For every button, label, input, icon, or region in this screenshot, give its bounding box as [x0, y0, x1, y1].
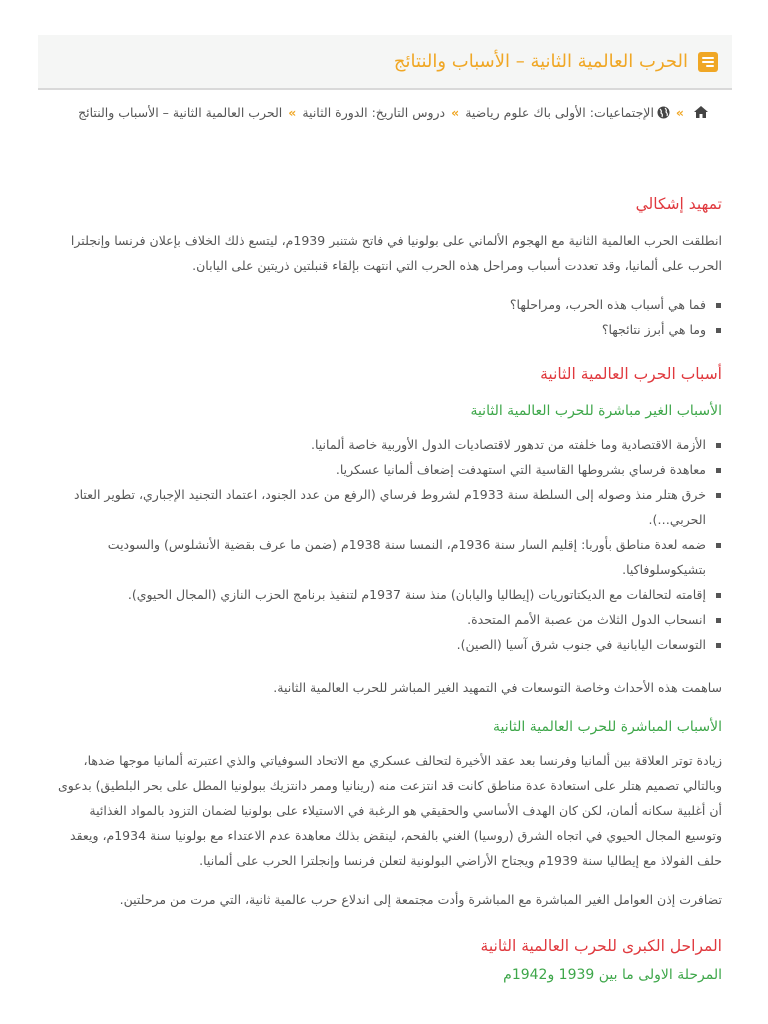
list-item: التوسعات اليابانية في جنوب شرق آسيا (الصين). [52, 632, 706, 657]
indirect-causes-list [52, 432, 722, 657]
breadcrumb-item-section[interactable]: الإجتماعيات: الأولى باك علوم رياضية [465, 105, 654, 120]
document-icon [698, 52, 718, 72]
direct-causes-heading: الأسباب المباشرة للحرب العالمية الثانية [493, 719, 722, 735]
causes-heading: أسباب الحرب العالمية الثانية [540, 365, 722, 383]
breadcrumb-separator: » [675, 105, 684, 120]
article-content [52, 190, 722, 996]
direct-causes-paragraph: زيادة توتر العلاقة بين ألمانيا وفرنسا بعد عقد الأخيرة لتحالف عسكري مع الاتحاد السوفياتي والذي اعتبرته ألمانيا موجها ضدها، وبالتالي تصميم هتلر على استعادة عدة مناطق كانت قد انتزعت منه (رينانيا وممر دانتزيك ببولونيا المطل على بحر البلطيق) بدعوى أن أغلبية سكانه ألمان، لكن كان الهدف الأساسي والحقيقي هو الرغبة في الاستيلاء على بولونيا لضمان التزود بالمواد الغذائية وتوسيع المجال الحيوي في اتجاه الشرق (روسيا) الغني بالفحم، لينقض بذلك معاهدة عدم الاعتداء مع بولونيا سنة 1934م، ويعقد حلف الفولاذ مع إيطاليا سنة 1939م ويجتاح الأراضي البولونية لتعلن فرنسا وإنجلترا الحرب على ألمانيا. [57, 753, 722, 868]
causes-conclusion: تضافرت إذن العوامل الغير المباشرة مع المباشرة وأدت مجتمعة إلى اندلاع حرب عالمية ثانية، التي مرت من مرحلتين. [119, 892, 722, 907]
list-item: الأزمة الاقتصادية وما خلفته من تدهور لاقتصاديات الدول الأوربية خاصة ألمانيا. [52, 432, 706, 457]
list-item: ضمه لعدة مناطق بأوربا: إقليم السار سنة 1936م، النمسا سنة 1938م (ضمن ما عرف بقضية الأنشلوس) والسوديت بتشيكوسلوفاكيا. [52, 532, 706, 582]
indirect-causes-heading: الأسباب الغير مباشرة للحرب العالمية الثانية [470, 403, 722, 419]
breadcrumb [48, 100, 708, 125]
list-item: فما هي أسباب هذه الحرب، ومراحلها؟ [52, 292, 706, 317]
page-title: الحرب العالمية الثانية – الأسباب والنتائج [393, 51, 688, 72]
list-item: معاهدة فرساي بشروطها القاسية التي استهدفت إضعاف ألمانيا عسكريا. [52, 457, 706, 482]
intro-heading: تمهيد إشكالي [635, 195, 722, 213]
page-title-bar [38, 35, 732, 90]
list-item: إقامته لتحالفات مع الديكتاتوريات (إيطاليا واليابان) منذ سنة 1937م لتنفيذ برنامج الحزب النازي (المجال الحيوي). [52, 582, 706, 607]
list-item: انسحاب الدول الثلاث من عصبة الأمم المتحدة. [52, 607, 706, 632]
breadcrumb-item-current: الحرب العالمية الثانية – الأسباب والنتائج [78, 105, 283, 120]
breadcrumb-item-category[interactable]: دروس التاريخ: الدورة الثانية [302, 105, 446, 120]
phases-heading: المراحل الكبرى للحرب العالمية الثانية [480, 937, 722, 955]
breadcrumb-separator: » [288, 105, 297, 120]
list-item: وما هي أبرز نتائجها؟ [52, 317, 706, 342]
breadcrumb-separator: » [451, 105, 460, 120]
intro-paragraph: انطلقت الحرب العالمية الثانية مع الهجوم الألماني على بولونيا في فاتح شتنبر 1939م، ليتسع ذلك الخلاف بإعلان فرنسا وإنجلترا الحرب على ألمانيا، وقد تعددت أسباب ومراحل هذه الحرب التي انتهت بإلقاء قنبلتين ذريتين على اليابان. [70, 233, 722, 273]
home-icon[interactable] [694, 106, 708, 118]
intro-questions-list [52, 292, 722, 342]
phase1-heading: المرحلة الاولى ما بين 1939 و1942م [503, 967, 722, 983]
list-item: خرق هتلر منذ وصوله إلى السلطة سنة 1933م لشروط فرساي (الرفع من عدد الجنود، اعتماد التجنيد الإجباري، تطوير العتاد الحربي…). [52, 482, 706, 532]
indirect-causes-summary: ساهمت هذه الأحداث وخاصة التوسعات في التمهيد الغير المباشر للحرب العالمية الثانية. [273, 680, 722, 695]
globe-icon [657, 106, 670, 119]
